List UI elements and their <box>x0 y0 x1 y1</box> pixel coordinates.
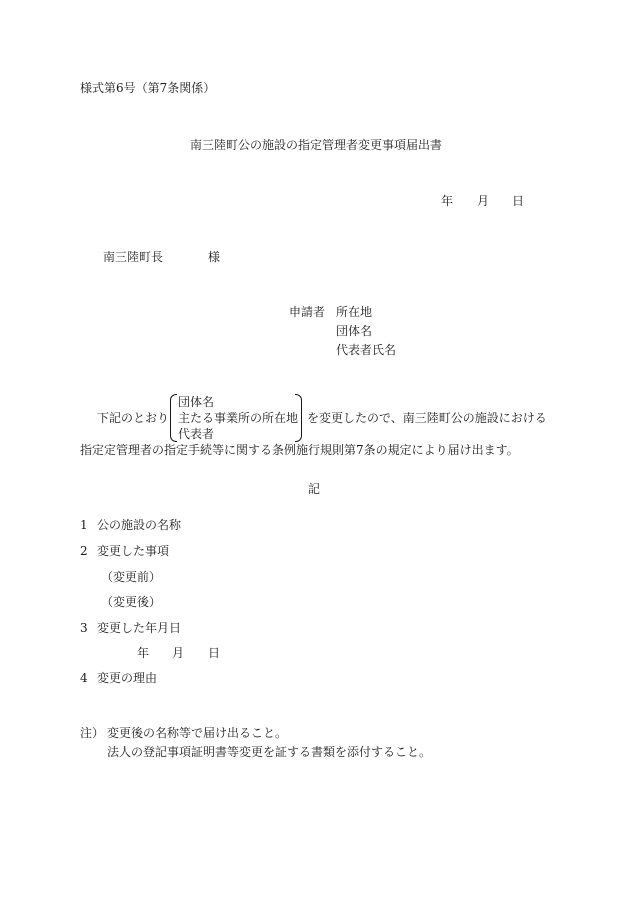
document-title: 南三陸町公の施設の指定管理者変更事項届出書 <box>190 138 443 152</box>
item-1-number: 1 <box>80 518 88 532</box>
item-4-text: 変更の理由 <box>97 671 158 685</box>
item-3-number: 3 <box>80 621 88 635</box>
addressee-honorific: 様 <box>208 250 221 264</box>
applicant-address: 所在地 <box>336 305 373 319</box>
note-line-2: 法人の登記事項証明書等変更を証する書類を添付すること。 <box>107 745 432 759</box>
item-3-month: 月 <box>172 646 185 660</box>
body-line-2: 指定定管理者の指定手続等に関する条例施行規則第7条の規定により届け出ます。 <box>80 443 519 457</box>
form-number: 様式第6号（第7条関係） <box>80 81 216 95</box>
option-representative: 代表者 <box>178 427 215 441</box>
date-year: 年 <box>441 194 454 208</box>
applicant-organization: 団体名 <box>336 324 373 338</box>
body-prefix: 下記のとおり <box>97 411 170 425</box>
date-day: 日 <box>512 194 525 208</box>
right-brace <box>295 394 302 442</box>
item-3-day: 日 <box>208 646 221 660</box>
item-2-after: （変更後） <box>101 595 162 609</box>
ki-heading: 記 <box>308 482 321 496</box>
item-2-before: （変更前） <box>101 570 162 584</box>
notes-label: 注） <box>80 726 105 740</box>
item-2-number: 2 <box>80 544 88 558</box>
item-2-text: 変更した事項 <box>97 544 170 558</box>
applicant-label: 申請者 <box>289 305 326 319</box>
item-1-text: 公の施設の名称 <box>97 518 182 532</box>
item-3-text: 変更した年月日 <box>97 621 182 635</box>
applicant-representative: 代表者氏名 <box>336 343 397 357</box>
item-4-number: 4 <box>80 671 88 685</box>
option-organization: 団体名 <box>178 395 215 409</box>
body-suffix: を変更したので、南三陸町公の施設における <box>307 411 547 425</box>
note-line-1: 変更後の名称等で届け出ること。 <box>107 726 288 740</box>
date-month: 月 <box>477 194 490 208</box>
addressee-name: 南三陸町長 <box>103 250 164 264</box>
item-3-year: 年 <box>137 646 150 660</box>
left-brace <box>170 394 177 442</box>
option-office-address: 主たる事業所の所在地 <box>178 411 299 425</box>
